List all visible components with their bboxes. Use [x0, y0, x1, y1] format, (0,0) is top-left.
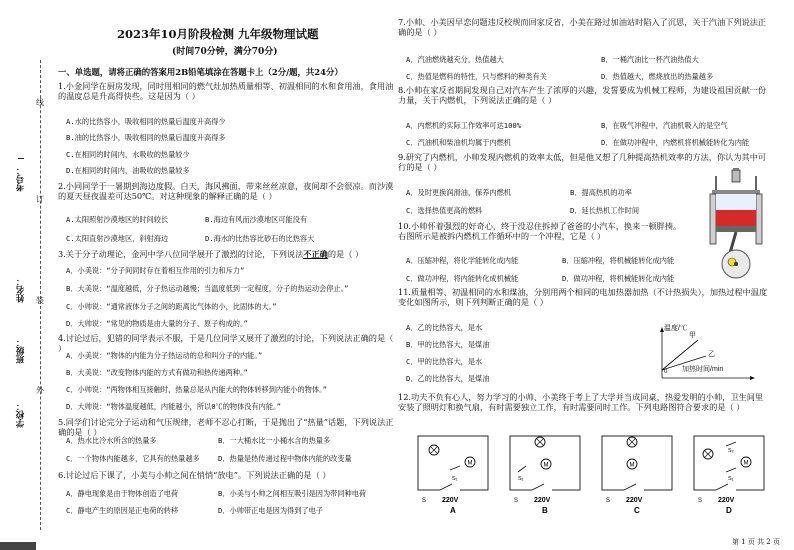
svg-text:M: M [467, 460, 473, 467]
q8-option-b[interactable]: B．在吸气冲程中，汽油机吸入的是空气 [601, 121, 728, 130]
exam-number-blank[interactable] [18, 118, 24, 159]
svg-text:C: C [634, 506, 640, 514]
q11-option-a[interactable]: A．乙的比热容大，是水 [406, 323, 483, 332]
q2-option-c[interactable]: C.太阳直射沙漠地区，斜射海边 [66, 234, 169, 243]
svg-text:S: S [698, 498, 703, 504]
svg-text:S₁: S₁ [728, 476, 734, 482]
svg-text:S: S [514, 498, 519, 504]
q3-option-a[interactable]: A．小美说：“分子间同时存在着相互作用的引力和斥力” [66, 266, 245, 275]
cut-mark-zhuang: 装 [36, 296, 44, 305]
graph-xlabel: 加热时间/min [682, 366, 724, 373]
q7-option-d[interactable]: D．热值越大，燃烧放出的热量越多 [601, 72, 714, 81]
question-11: 11.质量相等、初温相同的水和煤油，分别用两个相同的电加热器加热（不计热损失），加热过程中温度变化如图所示，则下列判断正确的是（ ） [398, 287, 768, 307]
q6-option-d[interactable]: D．小帅带正电是因为得到了电子 [218, 506, 323, 515]
q1-option-a[interactable]: A.水的比热容小，吸收相同的热量后温度升高得少 [66, 117, 226, 126]
circuit-c[interactable] [602, 436, 672, 514]
q11-option-b[interactable]: B．甲的比热容大，是煤油 [406, 340, 490, 349]
q10-option-c[interactable]: C．做功冲程，将内能转化成机械能 [406, 274, 519, 283]
q8-option-a[interactable]: A．内燃机的实际工作效率可达100% [406, 121, 522, 130]
q5-option-c[interactable]: C．一个物体内能越多，它具有的热量越多 [66, 454, 200, 463]
q5-option-d[interactable]: D．热量是热传递过程中物体内能的改变量 [218, 454, 352, 463]
cut-mark-line: 线 [36, 98, 44, 107]
circuit-b[interactable] [510, 436, 580, 514]
question-1: 1.小金同学在厨房发现，同时用相同的燃气灶加热质量相等、初温相同的水和食用油，食用油的温度总是升高得快些。这是因为（ ） [58, 81, 394, 101]
q1-option-b[interactable]: B.油的比热容小，吸收相同的热量后温度升高得多 [66, 133, 226, 142]
school-label: 学校： [16, 402, 26, 428]
svg-text:S₁: S₁ [452, 476, 458, 482]
q6-option-b[interactable]: B．小美与小帅之间相互吸引是因为带同种电荷 [218, 489, 367, 498]
q4-option-b[interactable]: B．大美说：“改变物体内能的方式有做功和热传递两种。” [66, 368, 248, 377]
question-12: 12.功夫不负有心人，努力学习的小帅、小美终于考上了大学并当成同桌，热爱发明的小帅，卫生间里安装了照明灯和换气扇，有时需要独立工作，有时需要同时工作。下列电路图符合要求的是（ ） [398, 392, 764, 412]
graph-series-yi: 乙 [708, 351, 715, 358]
q2-option-a[interactable]: A.太阳照射沙漠地区的时间较长 [66, 215, 169, 224]
q8-option-d[interactable]: D．在做功冲程中，内燃机将机械能转化为内能 [601, 138, 750, 147]
cut-mark-ding: 订 [36, 195, 44, 204]
temperature-time-graph [648, 322, 758, 384]
q1-option-c[interactable]: C.在相同的时间内，水吸收的热量较少 [66, 150, 190, 159]
svg-text:S: S [606, 498, 611, 504]
q4-option-a[interactable]: A．小美说：“物体的内能为分子热运动的总和叫分子的内能。” [66, 351, 263, 360]
graph-series-jia: 甲 [689, 332, 696, 339]
q10-option-d[interactable]: D．做功冲程，将机械能转化成内能 [562, 274, 675, 283]
q9-option-d[interactable]: D．延长热机工作时间 [570, 206, 640, 215]
svg-text:A: A [450, 506, 456, 514]
q5-option-a[interactable]: A．热水比冷水所含的热量多 [66, 436, 157, 445]
scan-edge-bar [0, 542, 36, 550]
exam-title: 2023年10月阶段检测 九年级物理试题 [117, 27, 319, 41]
engine-cylinder-figure [702, 168, 770, 280]
q7-option-c[interactable]: C．热值是燃料的特性，只与燃料的种类有关 [406, 72, 547, 81]
question-6: 6.讨论过后下课了，小美与小帅之间在悄悄“放电”。下列说法正确的是（ ） [58, 470, 331, 480]
svg-text:220V: 220V [442, 497, 459, 504]
q3-option-c[interactable]: C．小帅说：“通常液体分子之间的距离比气体的小，比固体的大。” [66, 302, 277, 311]
svg-text:220V: 220V [718, 497, 735, 504]
q6-option-a[interactable]: A．静电现象是由于物体创造了电荷 [66, 489, 179, 498]
q4-option-c[interactable]: C．小帅说：“两物体相互接触时，热量总是从内能大的物体转移到内能小的物体。” [66, 385, 327, 394]
question-9: 9.研究了内燃机，小帅发现内燃机的效率太低，但是他又想了几种提高热机效率的方法，你认为其中可行的是（ ） [398, 152, 767, 172]
svg-text:220V: 220V [626, 497, 643, 504]
svg-text:M: M [629, 462, 635, 469]
exam-number-label: 考号： [16, 166, 26, 192]
svg-text:S: S [422, 498, 427, 504]
question-10: 10.小帅怀着强烈的好奇心，终于没忍住拆掉了爸爸的小汽车，换来一顿胖揍。右图所示是被拆内燃机工作循环中的一个冲程，它是（ ） [398, 221, 682, 241]
emphasis-not-correct: 不正确 [303, 249, 328, 259]
circuit-a[interactable] [418, 436, 488, 514]
q10-option-a[interactable]: A．压缩冲程，将化学能转化成内能 [406, 256, 519, 265]
class-label: 班级： [16, 338, 26, 364]
svg-text:B: B [542, 506, 548, 514]
exam-subtitle: (时间70分钟，满分70分) [172, 47, 278, 57]
question-4: 4.讨论过后，犯错的同学表示不服，于是几位同学又展开了激烈的讨论，下列说法正确的是（ ） [58, 333, 394, 353]
svg-text:D: D [726, 506, 732, 514]
page-footer: 第 1 页 共 2 页 [731, 537, 780, 546]
svg-text:M: M [743, 460, 749, 467]
q11-option-c[interactable]: C．甲的比热容大，是水 [406, 357, 483, 366]
q7-option-b[interactable]: B．一桶汽油比一杯汽油热值大 [601, 55, 699, 64]
graph-ylabel: 温度/℃ [664, 325, 687, 332]
q1-option-d[interactable]: D.在相同的时间内，油吸收的热量较多 [66, 166, 190, 175]
circuit-d[interactable] [694, 436, 764, 514]
circuit-diagrams [412, 432, 772, 514]
svg-text:M: M [543, 462, 549, 469]
question-8: 8.小帅在家反省期间发现自己对汽车产生了浓厚的兴趣，发誓要成为机械工程师，为建设祖国贡献一份力量，关于内燃机，下列说法正确的是（ ） [398, 85, 767, 105]
svg-text:S₂: S₂ [728, 448, 734, 454]
q3-option-d[interactable]: D．大帅说：“常见的物质是由大量的分子、原子构成的。” [66, 319, 248, 328]
q2-option-d[interactable]: D.海水的比热容比砂石的比热容大 [205, 234, 315, 243]
section-heading: 一、单选题，请将正确的答案用2B铅笔填涂在答题卡上（2分/题，共24分） [58, 67, 343, 77]
question-7: 7.小帅、小美因早恋问题违反校规而回家反省，小美在路过加油站时陷入了沉思，关于汽油下列说法正确的是（ ） [398, 17, 767, 37]
svg-text:220V: 220V [534, 497, 551, 504]
q8-option-c[interactable]: C．汽油机和柴油机均属于内燃机 [406, 138, 511, 147]
binding-line [40, 60, 41, 530]
graph-origin: 0 [664, 369, 668, 375]
q9-option-b[interactable]: B．提高热机的功率 [570, 188, 632, 197]
question-3: 3.关于分子动理论，金河中学八位同学展开了激烈的讨论，下列说法不正确的是（ ） [58, 249, 364, 259]
q4-option-d[interactable]: D．大帅说：“物体温度越低，内能越小，所以0℃的物体没有内能。” [66, 402, 281, 411]
q7-option-a[interactable]: A．汽油燃烧越充分，热值越大 [406, 55, 504, 64]
q10-option-b[interactable]: B．压缩冲程，将机械能转化成内能 [562, 256, 675, 265]
cut-mark-wai: 外 [36, 386, 44, 395]
q11-option-d[interactable]: D．乙的比热容大，是煤油 [406, 374, 490, 383]
q5-option-b[interactable]: B．一大桶水比一小桶水含的热量多 [218, 436, 331, 445]
question-2: 2.小同同学于一暑期到海边度假。白天，海风拂面，带来丝丝凉意，夜间却不会很凉。而沙漠的夏天昼夜温差可达50℃。对这种现象的解释正确的是（ ） [58, 181, 394, 201]
q6-option-c[interactable]: C．静电产生的原因是正电荷的转移 [66, 506, 179, 515]
q9-option-c[interactable]: C．选择热值更高的燃料 [406, 206, 483, 215]
svg-text:S₁: S₁ [518, 476, 524, 482]
q9-option-a[interactable]: A．及时更换润滑油，保养内燃机 [406, 188, 511, 197]
question-5: 5.同学们讨论完分子运动和气压规律，老师不忍心打断，于是抛出了“热量”话题，下列说法正确的是（ ） [58, 417, 394, 437]
q2-option-b[interactable]: B.海边有风而沙漠地区可能没有 [205, 215, 308, 224]
q3-option-b[interactable]: B．大美说：“温度越低，分子热运动越慢；当温度低到一定程度，分子的热运动会停止。” [66, 284, 349, 293]
name-label: 姓名： [16, 277, 26, 303]
